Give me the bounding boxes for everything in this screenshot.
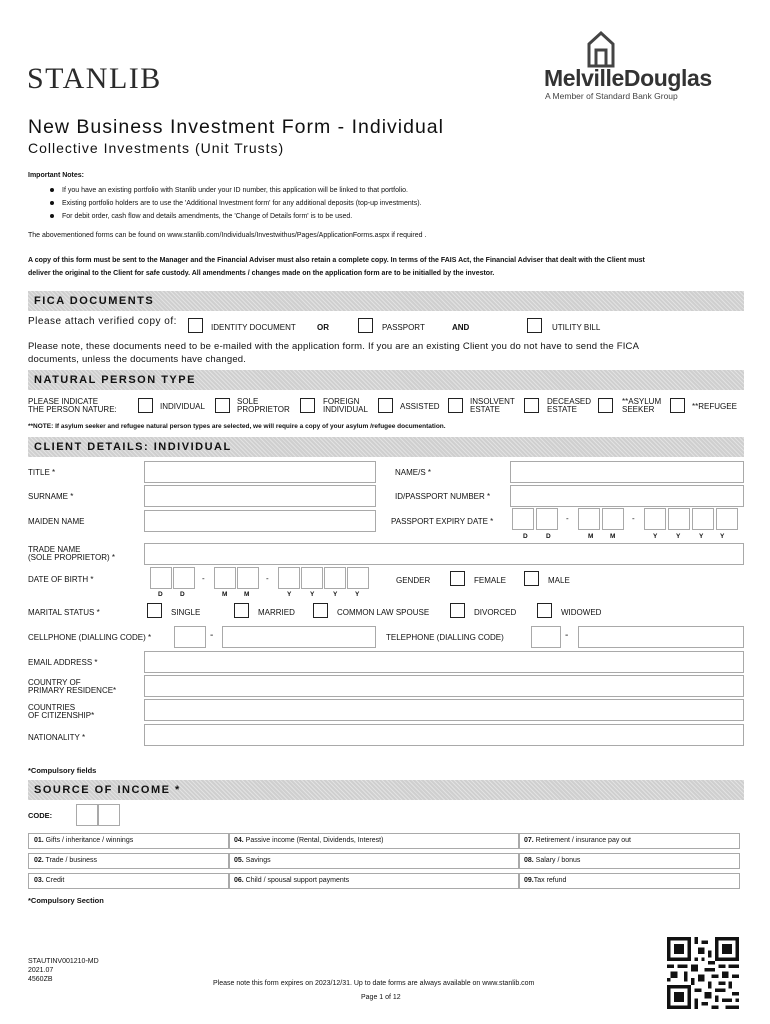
income-option: 05. Savings xyxy=(228,853,520,869)
married-checkbox[interactable] xyxy=(234,603,249,618)
copy-note-line1: A copy of this form must be sent to the Manager and the Financial Adviser must also retain a complete copy. In terms of the FAIS Act, the Financial Adviser that dealt with the Client must xyxy=(28,257,645,264)
deceased-estate-checkbox[interactable] xyxy=(524,398,539,413)
dash: - xyxy=(566,514,569,523)
id-passport-label: ID/PASSPORT NUMBER * xyxy=(395,492,491,501)
citizenship-label-2: OF CITIZENSHIP* xyxy=(28,711,95,720)
form-ref: 4560ZB xyxy=(28,976,53,983)
income-option: 07. Retirement / insurance pay out xyxy=(518,833,740,849)
sole-label-1: SOLE xyxy=(237,397,259,406)
male-label: MALE xyxy=(548,576,570,585)
country-residence-input[interactable] xyxy=(144,675,744,697)
title-input[interactable] xyxy=(144,461,376,483)
expiry-day-2[interactable] xyxy=(536,508,558,530)
dob-label: DATE OF BIRTH * xyxy=(28,575,94,584)
page-number: Page 1 of 12 xyxy=(361,994,401,1001)
notes-list xyxy=(50,184,421,223)
surname-label: SURNAME * xyxy=(28,492,74,501)
fica-note-line2: documents, unless the documents have changed. xyxy=(28,354,247,365)
date-hint-m: M xyxy=(588,533,594,540)
country-residence-label-1: COUNTRY OF xyxy=(28,678,81,687)
insolvent-estate-checkbox[interactable] xyxy=(448,398,463,413)
note-item: For debit order, cash flow and details amendments, the 'Change of Details form' is to be used. xyxy=(50,210,421,223)
income-code-2[interactable] xyxy=(98,804,120,826)
expiry-day-1[interactable] xyxy=(512,508,534,530)
dob-month-2[interactable] xyxy=(237,567,259,589)
widowed-checkbox[interactable] xyxy=(537,603,552,618)
assisted-checkbox[interactable] xyxy=(378,398,393,413)
income-option: 09.Tax refund xyxy=(518,873,740,889)
dob-year-2[interactable] xyxy=(301,567,323,589)
md-name: MelvilleDouglas xyxy=(544,65,712,91)
expiry-year-2[interactable] xyxy=(668,508,690,530)
trade-name-label-1: TRADE NAME xyxy=(28,545,81,554)
date-hint-m: M xyxy=(244,591,250,598)
identity-document-checkbox[interactable] xyxy=(188,318,203,333)
dob-day-2[interactable] xyxy=(173,567,195,589)
md-tagline: A Member of Standard Bank Group xyxy=(545,91,678,101)
qr-code-icon xyxy=(667,937,739,1009)
income-option: 03. Credit xyxy=(28,873,230,889)
insolvent-label-1: INSOLVENT xyxy=(470,397,515,406)
telephone-code-input[interactable] xyxy=(531,626,561,648)
utility-bill-label: UTILITY BILL xyxy=(552,323,601,332)
maiden-name-input[interactable] xyxy=(144,510,376,532)
female-checkbox[interactable] xyxy=(450,571,465,586)
foreign-label-1: FOREIGN xyxy=(323,397,360,406)
insolvent-label-2: ESTATE xyxy=(470,405,500,414)
names-input[interactable] xyxy=(510,461,744,483)
compulsory-fields-note: *Compulsory fields xyxy=(28,766,97,775)
id-passport-input[interactable] xyxy=(510,485,744,507)
surname-input[interactable] xyxy=(144,485,376,507)
identity-document-label: IDENTITY DOCUMENT xyxy=(211,323,296,332)
trade-name-label-2: (SOLE PROPRIETOR) * xyxy=(28,553,115,562)
forms-url-note: The abovementioned forms can be found on www.stanlib.com/Individuals/Investwithus/Pages/ApplicationForms.aspx if required . xyxy=(28,232,427,239)
single-label: SINGLE xyxy=(171,608,201,617)
dob-day-1[interactable] xyxy=(150,567,172,589)
form-code: STAUTINV001210-MD xyxy=(28,958,99,965)
code-label: CODE: xyxy=(28,811,53,820)
names-label: NAME/S * xyxy=(395,468,432,477)
date-hint-m: M xyxy=(222,591,228,598)
individual-label: INDIVIDUAL xyxy=(160,402,205,411)
asylum-label-1: **ASYLUM xyxy=(622,397,662,406)
expiry-note: Please note this form expires on 2023/12/31. Up to date forms are always available on www.stanlib.com xyxy=(213,980,535,987)
date-hint-d: D xyxy=(546,533,551,540)
individual-checkbox[interactable] xyxy=(138,398,153,413)
telephone-label: TELEPHONE (DIALLING CODE) xyxy=(386,633,504,642)
and-label: AND xyxy=(452,323,470,332)
common-law-checkbox[interactable] xyxy=(313,603,328,618)
fica-section-header: FICA DOCUMENTS xyxy=(28,291,744,311)
date-hint-y: Y xyxy=(355,591,360,598)
assisted-label: ASSISTED xyxy=(400,402,440,411)
title-label: TITLE * xyxy=(28,468,56,477)
note-item: If you have an existing portfolio with Stanlib under your ID number, this application will be linked to that portfolio. xyxy=(50,184,421,197)
date-hint-y: Y xyxy=(287,591,292,598)
asylum-note: **NOTE: If asylum seeker and refugee natural person types are selected, we will require a copy of your asylum /refugee documentation. xyxy=(28,423,446,430)
marital-status-label: MARITAL STATUS * xyxy=(28,608,100,617)
dob-year-3[interactable] xyxy=(324,567,346,589)
dash: - xyxy=(210,630,214,641)
sole-label-2: PROPRIETOR xyxy=(237,405,290,414)
foreign-individual-checkbox[interactable] xyxy=(300,398,315,413)
form-version: 2021.07 xyxy=(28,967,54,974)
divorced-checkbox[interactable] xyxy=(450,603,465,618)
dob-year-1[interactable] xyxy=(278,567,300,589)
income-option: 04. Passive income (Rental, Dividends, Interest) xyxy=(228,833,520,849)
foreign-label-2: INDIVIDUAL xyxy=(323,405,368,414)
or-label: OR xyxy=(317,323,329,332)
income-code-1[interactable] xyxy=(76,804,98,826)
date-hint-y: Y xyxy=(310,591,315,598)
country-residence-label-2: PRIMARY RESIDENCE* xyxy=(28,686,117,695)
income-option: 02. Trade / business xyxy=(28,853,230,869)
dash: - xyxy=(632,514,635,523)
nationality-label: NATIONALITY * xyxy=(28,733,86,742)
expiry-year-3[interactable] xyxy=(692,508,714,530)
asylum-label-2: SEEKER xyxy=(622,405,655,414)
expiry-year-1[interactable] xyxy=(644,508,666,530)
dob-year-4[interactable] xyxy=(347,567,369,589)
date-hint-y: Y xyxy=(653,533,658,540)
page-title: New Business Investment Form - Individual xyxy=(28,116,444,138)
telephone-number-input[interactable] xyxy=(578,626,744,648)
utility-bill-checkbox[interactable] xyxy=(527,318,542,333)
divorced-label: DIVORCED xyxy=(474,608,517,617)
refugee-label: **REFUGEE xyxy=(692,402,737,411)
dash: - xyxy=(565,630,569,641)
trade-name-input[interactable] xyxy=(144,543,744,565)
male-checkbox[interactable] xyxy=(524,571,539,586)
expiry-month-2[interactable] xyxy=(602,508,624,530)
email-input[interactable] xyxy=(144,651,744,673)
cellphone-code-input[interactable] xyxy=(174,626,206,648)
sole-proprietor-checkbox[interactable] xyxy=(215,398,230,413)
date-hint-d: D xyxy=(180,591,185,598)
common-law-label: COMMON LAW SPOUSE xyxy=(337,608,430,617)
maiden-name-label: MAIDEN NAME xyxy=(28,517,85,526)
compulsory-section-note: *Compulsory Section xyxy=(28,896,104,905)
copy-note-line2: deliver the original to the Client for safe custody. All amendments / changes made on the application form are to be initialled by the investor. xyxy=(28,270,495,277)
date-hint-y: Y xyxy=(720,533,725,540)
nationality-input[interactable] xyxy=(144,724,744,746)
cellphone-label: CELLPHONE (DIALLING CODE) * xyxy=(28,633,152,642)
date-hint-m: M xyxy=(610,533,616,540)
page-subtitle: Collective Investments (Unit Trusts) xyxy=(28,140,285,156)
passport-expiry-label: PASSPORT EXPIRY DATE * xyxy=(391,517,494,526)
fica-attach-label: Please attach verified copy of: xyxy=(28,316,177,327)
indicate-label-2: THE PERSON NATURE: xyxy=(28,405,117,414)
email-label: EMAIL ADDRESS * xyxy=(28,658,98,667)
citizenship-input[interactable] xyxy=(144,699,744,721)
passport-label: PASSPORT xyxy=(382,323,425,332)
date-hint-d: D xyxy=(158,591,163,598)
dash: - xyxy=(266,574,269,583)
married-label: MARRIED xyxy=(258,608,295,617)
stanlib-logo: STANLIB xyxy=(27,62,162,95)
date-hint-y: Y xyxy=(676,533,681,540)
date-hint-d: D xyxy=(523,533,528,540)
widowed-label: WIDOWED xyxy=(561,608,602,617)
citizenship-label-1: COUNTRIES xyxy=(28,703,76,712)
gender-label: GENDER xyxy=(396,576,431,585)
female-label: FEMALE xyxy=(474,576,507,585)
single-checkbox[interactable] xyxy=(147,603,162,618)
date-hint-y: Y xyxy=(699,533,704,540)
dob-month-1[interactable] xyxy=(214,567,236,589)
expiry-month-1[interactable] xyxy=(578,508,600,530)
client-details-section-header: CLIENT DETAILS: INDIVIDUAL xyxy=(28,437,744,457)
income-option: 06. Child / spousal support payments xyxy=(228,873,520,889)
passport-checkbox[interactable] xyxy=(358,318,373,333)
date-hint-y: Y xyxy=(333,591,338,598)
indicate-label-1: PLEASE INDICATE xyxy=(28,397,99,406)
building-icon xyxy=(586,30,616,68)
note-item: Existing portfolio holders are to use the 'Additional Investment form' for any additional deposits (top-up investments). xyxy=(50,197,421,210)
fica-note-line1: Please note, these documents need to be e-mailed with the application form. If you are an existing Client you do not have to send the FICA xyxy=(28,341,640,352)
income-section-header: SOURCE OF INCOME * xyxy=(28,780,744,800)
notes-heading: Important Notes: xyxy=(28,172,84,179)
expiry-year-4[interactable] xyxy=(716,508,738,530)
income-option: 08. Salary / bonus xyxy=(518,853,740,869)
deceased-label-1: DECEASED xyxy=(547,397,592,406)
asylum-seeker-checkbox[interactable] xyxy=(598,398,613,413)
cellphone-number-input[interactable] xyxy=(222,626,376,648)
deceased-label-2: ESTATE xyxy=(547,405,577,414)
dash: - xyxy=(202,574,205,583)
natural-person-section-header: NATURAL PERSON TYPE xyxy=(28,370,744,390)
income-option: 01. Gifts / inheritance / winnings xyxy=(28,833,230,849)
melville-douglas-logo xyxy=(544,30,744,105)
refugee-checkbox[interactable] xyxy=(670,398,685,413)
